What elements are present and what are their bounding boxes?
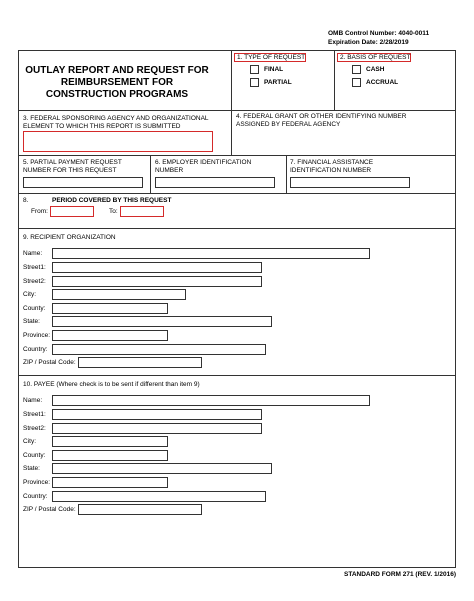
recipient-street2-field[interactable] — [52, 276, 262, 287]
title-line-2: REIMBURSEMENT FOR — [60, 77, 174, 88]
basis-of-request-label: 2. BASIS OF REQUEST — [340, 54, 411, 61]
payee-zip-field[interactable] — [78, 504, 202, 515]
payee-country-field[interactable] — [52, 491, 266, 502]
recipient-state-label: State: — [23, 318, 40, 325]
payee-county-label: County: — [23, 452, 46, 459]
divider-col-7 — [286, 155, 287, 193]
item7-label — [290, 159, 373, 175]
form-title — [22, 65, 212, 101]
item9-label: 9. RECIPIENT ORGANIZATION — [23, 234, 116, 241]
recipient-province-label: Province: — [23, 332, 51, 339]
expiration-value: 2/28/2019 — [379, 38, 409, 46]
omb-control-value: 4040-0011 — [398, 30, 430, 37]
recipient-street2-label: Street2: — [23, 278, 46, 285]
divider-row4 — [18, 228, 456, 229]
item8-label: PERIOD COVERED BY THIS REQUEST — [52, 197, 172, 204]
form-number: STANDARD FORM 271 (REV. 1/2016) — [344, 571, 456, 578]
type-of-request-header — [234, 53, 306, 62]
payee-province-label: Province: — [23, 479, 51, 486]
expiration-label: Expiration Date: — [328, 38, 378, 46]
omb-control-label: OMB Control Number: — [328, 30, 397, 37]
payee-zip-label: ZIP / Postal Code: — [23, 506, 76, 513]
title-line-1: OUTLAY REPORT AND REQUEST FOR — [25, 65, 209, 76]
recipient-name-label: Name: — [23, 250, 43, 257]
divider-col-6 — [150, 155, 151, 193]
recipient-county-label: County: — [23, 305, 46, 312]
item4-label-line2: ASSIGNED BY FEDERAL AGENCY — [236, 121, 341, 128]
accrual-label: ACCRUAL — [366, 79, 399, 86]
recipient-state-field[interactable] — [52, 316, 272, 327]
partial-label: PARTIAL — [264, 79, 292, 86]
item4-label-line1: 4. FEDERAL GRANT OR OTHER IDENTIFYING NUMBER — [236, 113, 407, 120]
payee-street1-label: Street1: — [23, 411, 46, 418]
recipient-city-label: City: — [23, 291, 36, 298]
item10-label: 10. PAYEE (Where check is to be sent if different than item 9) — [23, 381, 200, 388]
payee-province-field[interactable] — [52, 477, 168, 488]
payee-street1-field[interactable] — [52, 409, 262, 420]
recipient-street1-field[interactable] — [52, 262, 262, 273]
basis-of-request-header — [337, 53, 411, 62]
item7-label-line1: 7. FINANCIAL ASSISTANCE — [290, 159, 374, 166]
period-to-field[interactable] — [120, 206, 164, 217]
item6-label — [155, 159, 251, 175]
accrual-checkbox[interactable] — [352, 78, 361, 87]
payee-city-label: City: — [23, 438, 36, 445]
item7-label-line2: IDENTIFICATION NUMBER — [290, 167, 372, 174]
item5-label — [23, 159, 122, 175]
employer-id-field[interactable] — [155, 177, 275, 188]
recipient-country-field[interactable] — [52, 344, 266, 355]
divider-row3 — [18, 193, 456, 194]
divider-row2 — [18, 155, 456, 156]
period-from-field[interactable] — [50, 206, 94, 217]
recipient-province-field[interactable] — [52, 330, 168, 341]
recipient-name-field[interactable] — [52, 248, 370, 259]
recipient-street1-label: Street1: — [23, 264, 46, 271]
payee-state-label: State: — [23, 465, 40, 472]
final-checkbox[interactable] — [250, 65, 259, 74]
divider-row1 — [18, 110, 456, 111]
item5-label-line1: 5. PARTIAL PAYMENT REQUEST — [23, 159, 122, 166]
payee-state-field[interactable] — [52, 463, 272, 474]
period-to-label: To: — [109, 208, 118, 215]
omb-info — [328, 30, 458, 47]
item6-label-line1: 6. EMPLOYER IDENTIFICATION — [155, 159, 252, 166]
item8-number: 8. — [23, 197, 29, 204]
cash-label: CASH — [366, 66, 385, 73]
partial-payment-number-field[interactable] — [23, 177, 143, 188]
recipient-country-label: Country: — [23, 346, 48, 353]
payee-name-label: Name: — [23, 397, 43, 404]
divider-col-basis — [334, 50, 335, 110]
recipient-city-field[interactable] — [52, 289, 186, 300]
recipient-zip-label: ZIP / Postal Code: — [23, 359, 76, 366]
financial-assistance-id-field[interactable] — [290, 177, 410, 188]
payee-county-field[interactable] — [52, 450, 168, 461]
cash-checkbox[interactable] — [352, 65, 361, 74]
divider-col-top — [231, 50, 232, 155]
divider-row5 — [18, 375, 456, 376]
recipient-zip-field[interactable] — [78, 357, 202, 368]
payee-country-label: Country: — [23, 493, 48, 500]
payee-street2-field[interactable] — [52, 423, 262, 434]
payee-city-field[interactable] — [52, 436, 168, 447]
item4-label — [236, 113, 406, 129]
item6-label-line2: NUMBER — [155, 167, 184, 174]
item3-label-line1: 3. FEDERAL SPONSORING AGENCY AND ORGANIZATIONAL — [23, 115, 209, 122]
final-label: FINAL — [264, 66, 284, 73]
title-line-3: CONSTRUCTION PROGRAMS — [45, 89, 189, 100]
recipient-county-field[interactable] — [52, 303, 168, 314]
partial-checkbox[interactable] — [250, 78, 259, 87]
type-of-request-label: 1. TYPE OF REQUEST — [237, 54, 306, 61]
item3-label-line2: ELEMENT TO WHICH THIS REPORT IS SUBMITTED — [23, 123, 181, 130]
period-from-label: From: — [31, 208, 48, 215]
item3-label — [23, 115, 209, 131]
agency-field[interactable] — [23, 131, 213, 152]
item5-label-line2: NUMBER FOR THIS REQUEST — [23, 167, 117, 174]
payee-street2-label: Street2: — [23, 425, 46, 432]
payee-name-field[interactable] — [52, 395, 370, 406]
